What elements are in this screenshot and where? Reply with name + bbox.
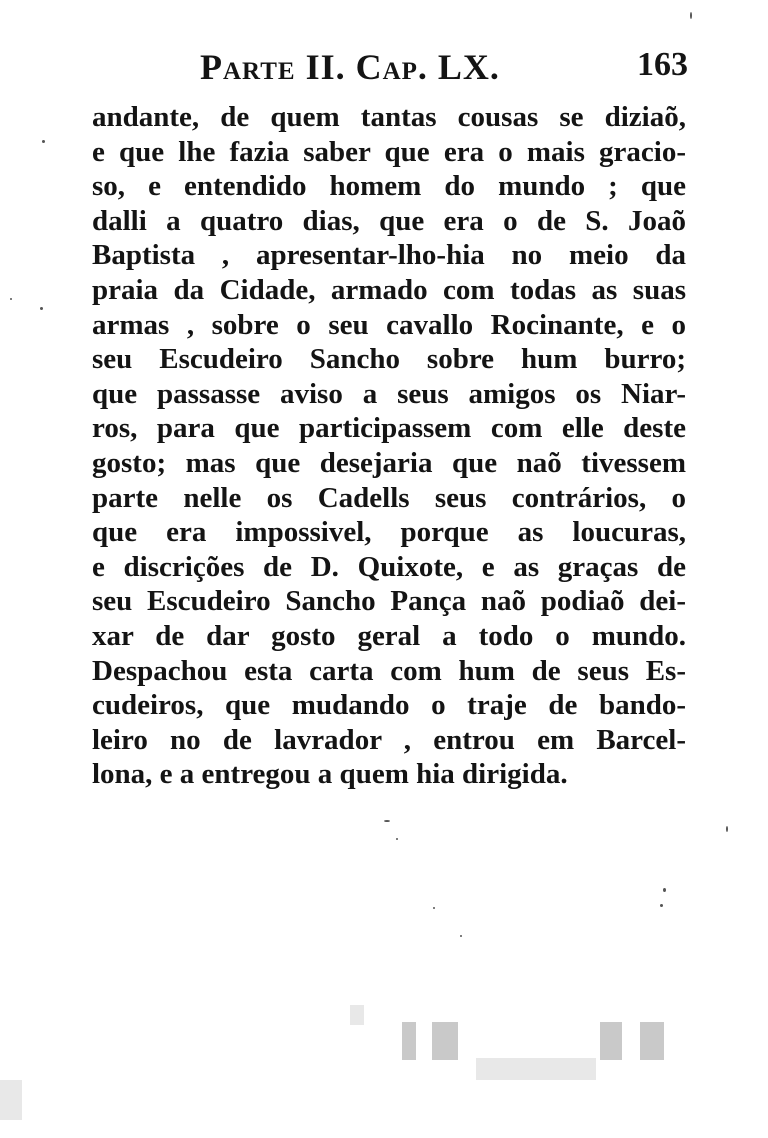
text-line: leiro no de lavrador , entrou em Barcel- — [92, 723, 686, 756]
scan-speck — [663, 888, 666, 892]
scan-smudge — [0, 1080, 22, 1120]
scan-speck — [660, 904, 663, 907]
scan-speck — [690, 12, 692, 19]
text-line: cudeiros, que mudando o traje de bando- — [92, 689, 686, 722]
text-line: seu Escudeiro Sancho Pança naõ podiaõ dei- — [92, 585, 686, 618]
scan-speck — [726, 826, 728, 832]
text-line: praia da Cidade, armado com todas as suas — [92, 273, 686, 306]
text-line: andante, de quem tantas cousas se diziaõ, — [92, 101, 686, 133]
page-number: 163 — [637, 46, 688, 83]
scan-speck — [433, 907, 435, 909]
text-line: ros, para que participassem com elle deste — [92, 412, 686, 445]
running-head-title: Parte II. Cap. LX. — [200, 47, 500, 87]
scan-speck — [42, 140, 45, 143]
text-line: so, e entendido homem do mundo ; que — [92, 170, 686, 203]
running-head — [88, 46, 688, 94]
scan-speck — [384, 820, 390, 822]
text-line: e discrições de D. Quixote, e as graças de — [92, 550, 686, 583]
scan-smudge — [600, 1022, 622, 1060]
scan-smudge — [640, 1022, 664, 1060]
text-line: Despachou esta carta com hum de seus Es- — [92, 654, 686, 687]
scan-speck — [10, 298, 12, 300]
text-line: e que lhe fazia saber que era o mais gracio- — [92, 135, 686, 168]
scan-smudge — [350, 1005, 364, 1025]
text-line: que era impossivel, porque as loucuras, — [92, 516, 686, 549]
scan-smudge — [432, 1022, 458, 1060]
text-line: gosto; mas que desejaria que naõ tivessem — [92, 446, 686, 479]
text-line: parte nelle os Cadells seus contrários, o — [92, 481, 686, 514]
text-line: seu Escudeiro Sancho sobre hum burro; — [92, 343, 686, 376]
text-line: armas , sobre o seu cavallo Rocinante, e o — [92, 308, 686, 341]
scan-speck — [396, 838, 398, 840]
text-line: que passasse aviso a seus amigos os Niar- — [92, 377, 686, 410]
body-text — [92, 100, 686, 792]
scan-smudge — [476, 1058, 596, 1080]
text-line: Baptista , apresentar-lho-hia no meio da — [92, 239, 686, 272]
text-line: lona, e a entregou a quem hia dirigida. — [92, 758, 568, 791]
scan-smudge — [402, 1022, 416, 1060]
scan-speck — [460, 935, 462, 937]
scan-speck — [40, 307, 43, 310]
text-line: xar de dar gosto geral a todo o mundo. — [92, 619, 686, 652]
text-line: dalli a quatro dias, que era o de S. Joaõ — [92, 204, 686, 237]
